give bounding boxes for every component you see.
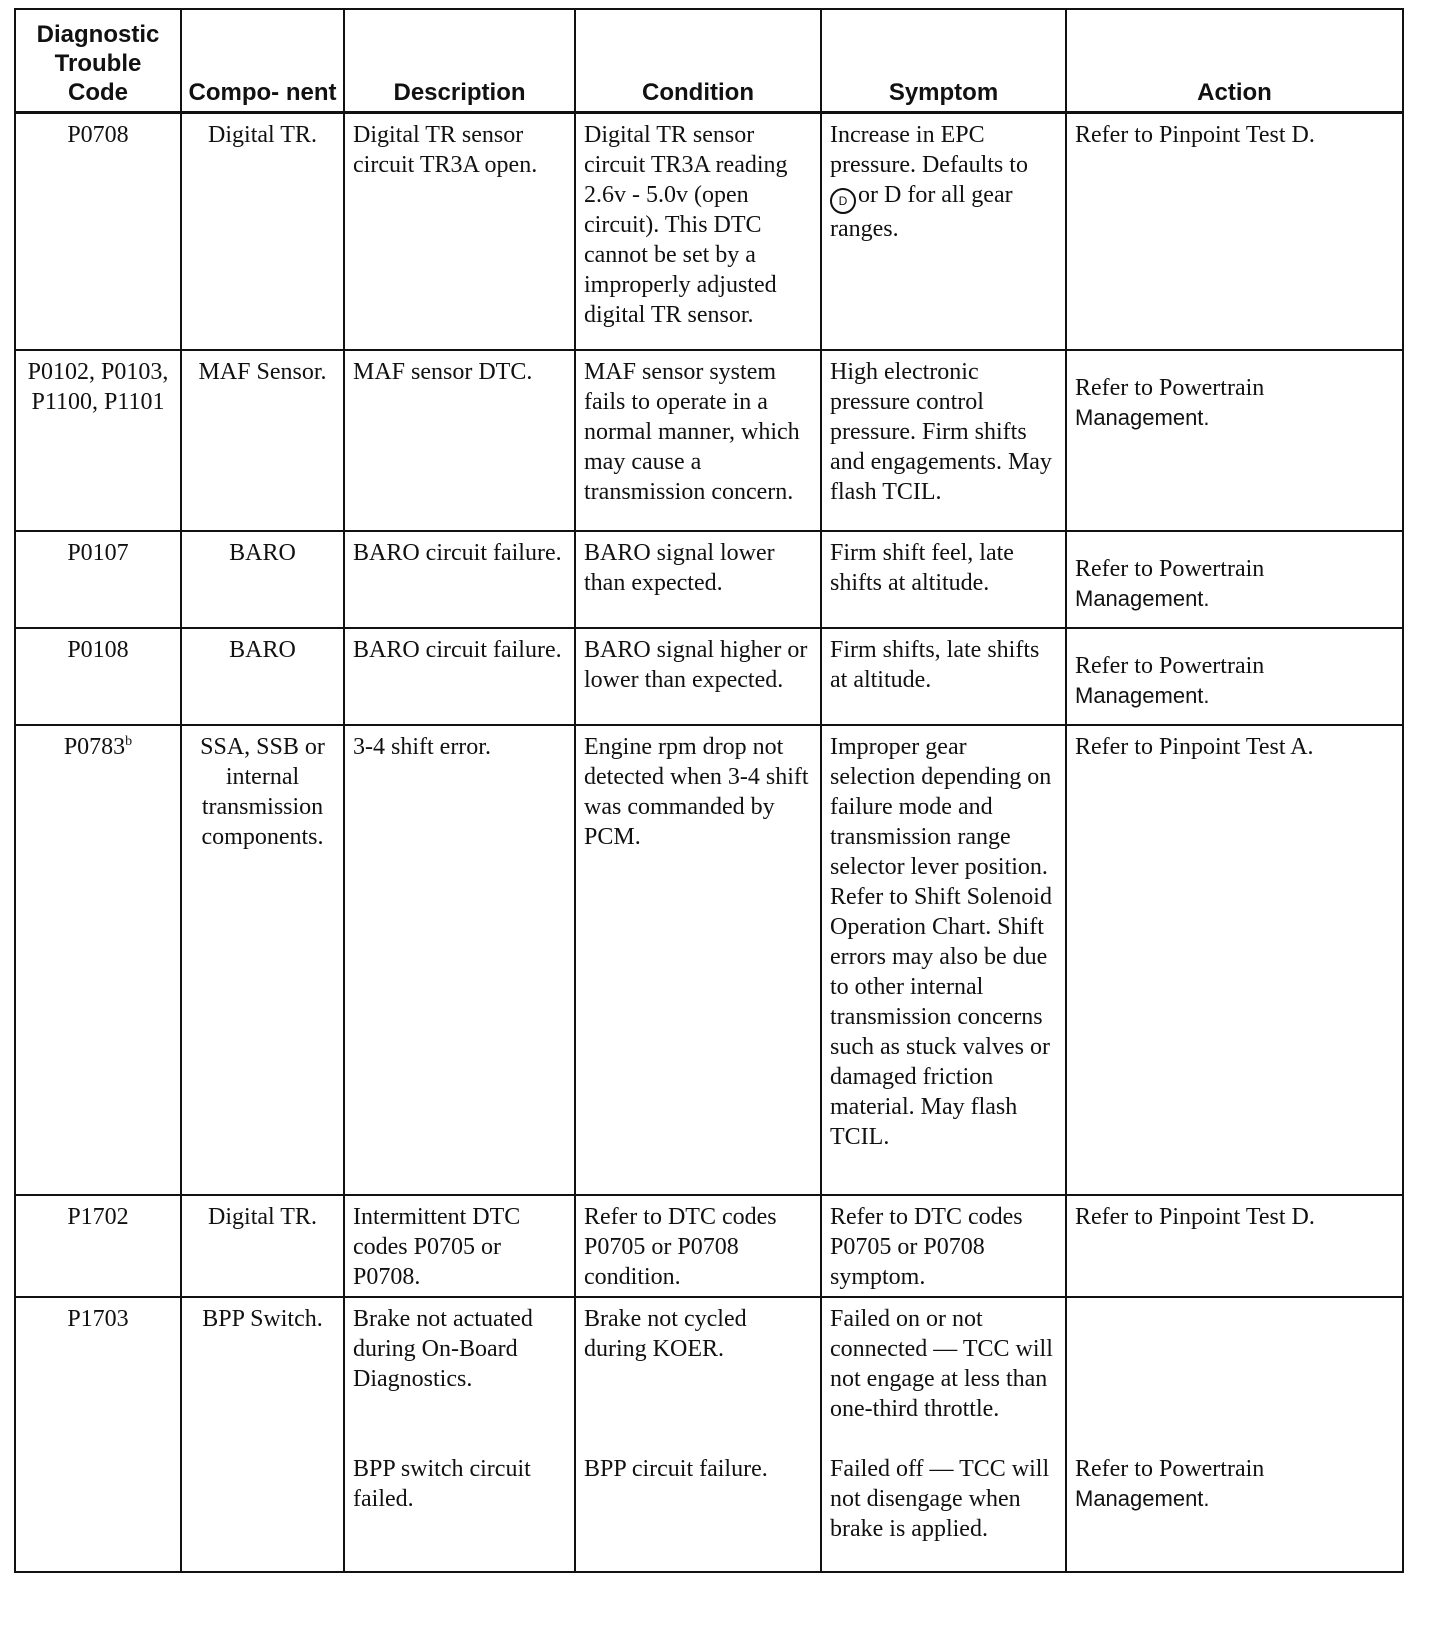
cell-code: P0108: [15, 628, 181, 725]
cell-description: 3-4 shift error.: [344, 725, 575, 1195]
cell-symptom: [821, 113, 1066, 350]
header-action: Action: [1066, 9, 1403, 113]
footnote-marker: b: [125, 733, 133, 749]
action-line-1: Refer to Powertrain: [1075, 652, 1265, 679]
dtc-table: [14, 8, 1404, 1573]
table-row: [15, 725, 1403, 1195]
cell-symptom: Firm shift feel, late shifts at altitude.: [821, 531, 1066, 628]
circled-gear-icon: D: [830, 188, 856, 214]
cell-code: P1703: [15, 1297, 181, 1572]
cell-condition: MAF sensor system fails to operate in a normal manner, which may cause a transmission concern.: [575, 350, 821, 531]
cell-condition: Digital TR sensor circuit TR3A reading 2.6v - 5.0v (open circuit). This DTC cannot be set by a improperly adjusted digital TR sensor.: [575, 113, 821, 350]
table-row: [15, 350, 1403, 531]
cell-description: BARO circuit failure.: [344, 628, 575, 725]
cell-action: [1066, 531, 1403, 628]
symptom-text-suffix: or D for all gear ranges.: [830, 182, 1013, 242]
table-row: [15, 1297, 1403, 1572]
cell-condition: [575, 1297, 821, 1572]
header-symptom: Symptom: [821, 9, 1066, 113]
action-line-1: Refer to Powertrain: [1075, 555, 1265, 582]
cell-condition: BARO signal higher or lower than expected.: [575, 628, 821, 725]
action-line-1: Refer to Powertrain: [1075, 374, 1265, 401]
action-line-2: Management.: [1075, 404, 1210, 430]
cell-component: Digital TR.: [181, 1195, 344, 1297]
cell-description: Intermittent DTC codes P0705 or P0708.: [344, 1195, 575, 1297]
table-row: [15, 113, 1403, 350]
cell-condition: Refer to DTC codes P0705 or P0708 condition.: [575, 1195, 821, 1297]
cell-action: Refer to Pinpoint Test D.: [1066, 113, 1403, 350]
symptom-text-prefix: Increase in EPC pressure. Defaults to: [830, 122, 1028, 178]
symptom-part-a: Failed on or not connected — TCC will not engage at less than one-third throttle.: [830, 1305, 1053, 1422]
condition-part-b: BPP circuit failure.: [584, 1455, 768, 1482]
cell-component: SSA, SSB or internal transmission components.: [181, 725, 344, 1195]
cell-action: Refer to Pinpoint Test A.: [1066, 725, 1403, 1195]
cell-action: Refer to Pinpoint Test D.: [1066, 1195, 1403, 1297]
cell-action: [1066, 628, 1403, 725]
header-description: Description: [344, 9, 575, 113]
header-component: Compo- nent: [181, 9, 344, 113]
cell-symptom: Firm shifts, late shifts at altitude.: [821, 628, 1066, 725]
cell-condition: Engine rpm drop not detected when 3-4 shift was commanded by PCM.: [575, 725, 821, 1195]
cell-code: P1702: [15, 1195, 181, 1297]
description-part-b: BPP switch circuit failed.: [353, 1455, 531, 1512]
cell-action: [1066, 1297, 1403, 1572]
header-row: [15, 9, 1403, 113]
header-code: Diagnostic Trouble Code: [15, 9, 181, 113]
cell-code: P0708: [15, 113, 181, 350]
cell-description: MAF sensor DTC.: [344, 350, 575, 531]
action-line-2: Management.: [1075, 1485, 1210, 1511]
description-part-a: Brake not actuated during On-Board Diagnostics.: [353, 1305, 533, 1392]
table-row: [15, 531, 1403, 628]
action-line-2: Management.: [1075, 682, 1210, 708]
condition-part-a: Brake not cycled during KOER.: [584, 1305, 747, 1362]
cell-description: Digital TR sensor circuit TR3A open.: [344, 113, 575, 350]
cell-code: [15, 725, 181, 1195]
cell-component: MAF Sensor.: [181, 350, 344, 531]
cell-action: [1066, 350, 1403, 531]
action-line-1: Refer to Powertrain: [1075, 1455, 1265, 1482]
cell-symptom: [821, 1297, 1066, 1572]
cell-component: BARO: [181, 628, 344, 725]
cell-component: BARO: [181, 531, 344, 628]
cell-component: Digital TR.: [181, 113, 344, 350]
cell-code: P0107: [15, 531, 181, 628]
header-condition: Condition: [575, 9, 821, 113]
action-line-2: Management.: [1075, 585, 1210, 611]
cell-symptom: Refer to DTC codes P0705 or P0708 symptom.: [821, 1195, 1066, 1297]
cell-component: BPP Switch.: [181, 1297, 344, 1572]
table-row: [15, 1195, 1403, 1297]
code-text: P0783: [63, 733, 126, 760]
cell-condition: BARO signal lower than expected.: [575, 531, 821, 628]
cell-symptom: High electronic pressure control pressure. Firm shifts and engagements. May flash TCIL.: [821, 350, 1066, 531]
cell-symptom: Improper gear selection depending on failure mode and transmission range selector lever position. Refer to Shift Solenoid Operation Chart. Shift errors may also be due to other internal transmission concerns such as stuck valves or damaged friction material. May flash TCIL.: [821, 725, 1066, 1195]
symptom-part-b: Failed off — TCC will not disengage when brake is applied.: [830, 1455, 1050, 1542]
cell-description: [344, 1297, 575, 1572]
cell-code: P0102, P0103, P1100, P1101: [15, 350, 181, 531]
cell-description: BARO circuit failure.: [344, 531, 575, 628]
table-row: [15, 628, 1403, 725]
